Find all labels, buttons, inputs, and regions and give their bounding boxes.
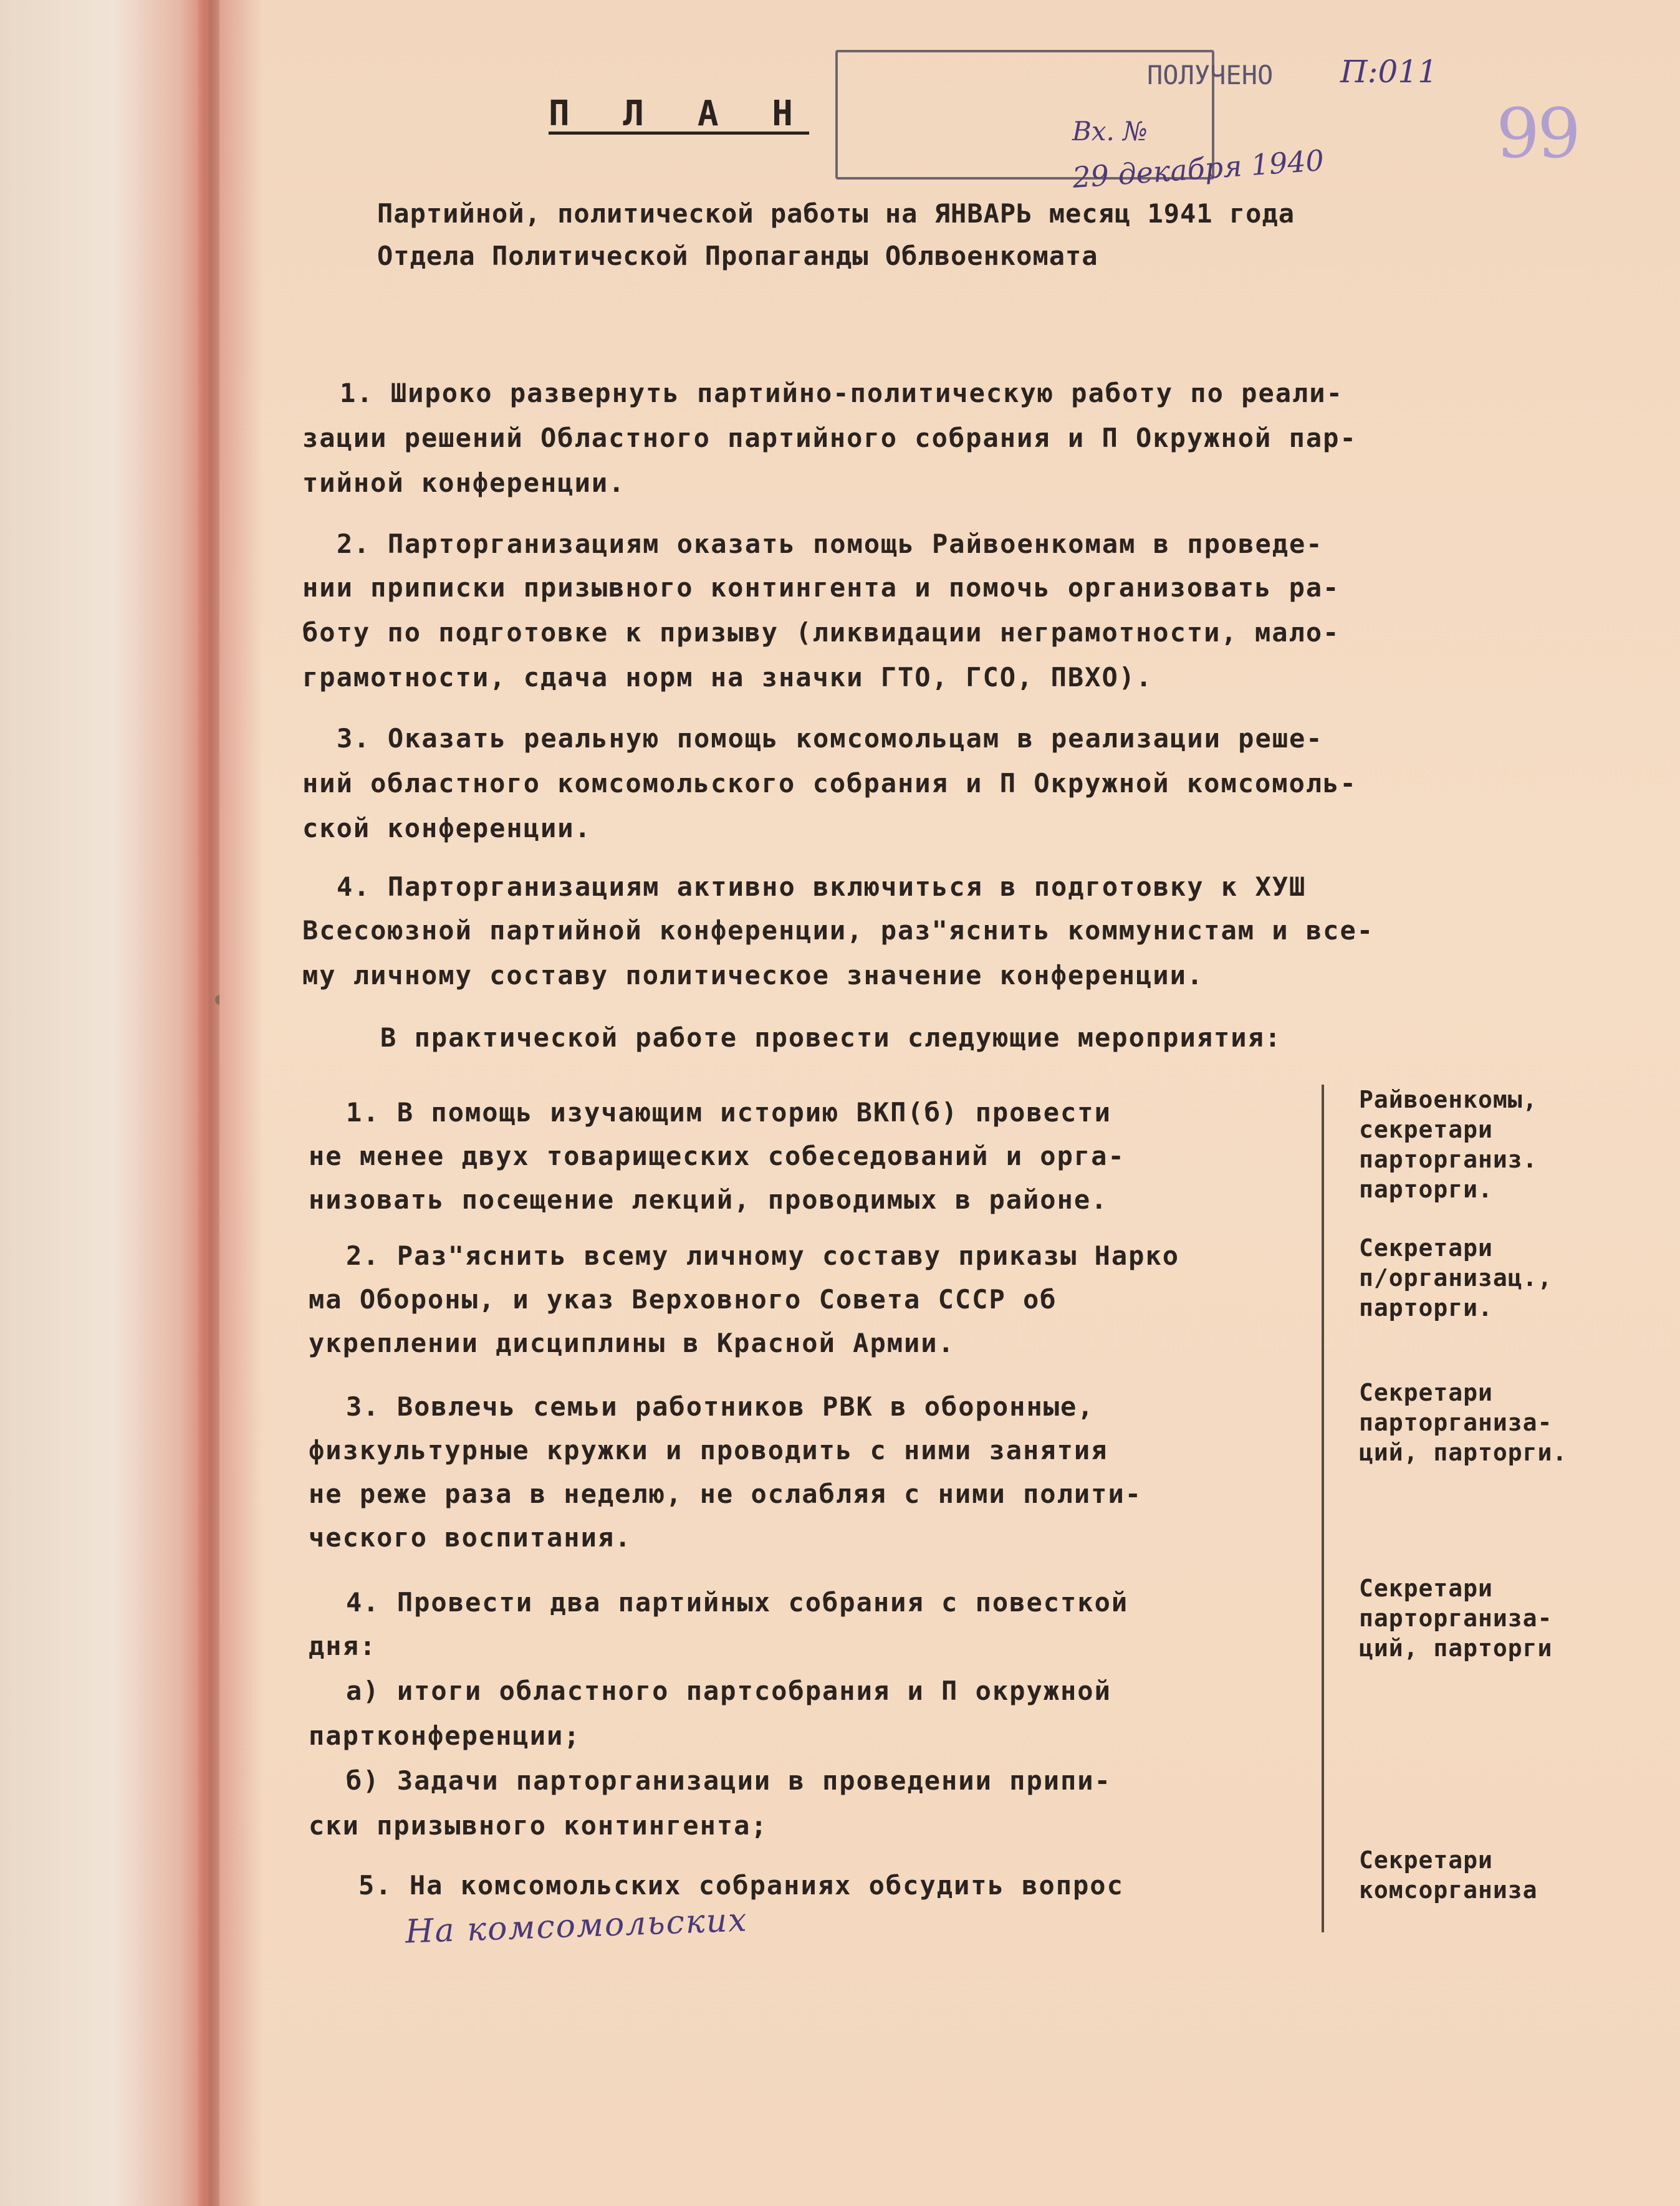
measure-4-line-4: партконференции;: [309, 1720, 581, 1751]
paragraph-4-line-2: Всесоюзной партийной конференции, раз"яснить коммунистам и все-: [302, 915, 1375, 946]
paragraph-4-line-1: 4. Парторганизациям активно включиться в подготовку к ХУШ: [337, 871, 1307, 902]
subtitle-line-1: Партийной, политической работы на ЯНВАРЬ месяц 1941 года: [377, 198, 1295, 229]
measure-3-responsible: Секретари парторганиза- ций, парторги.: [1359, 1379, 1568, 1466]
paragraph-2-line-3: боту по подготовке к призыву (ликвидации неграмотности, мало-: [302, 617, 1340, 648]
left-facing-page: [0, 0, 206, 2206]
paragraph-3-line-3: ской конференции.: [302, 813, 592, 843]
measures-intro: В практической работе провести следующие мероприятия:: [380, 1022, 1282, 1053]
measure-2-line-1: 2. Раз"яснить всему личному составу приказы Нарко: [346, 1240, 1180, 1271]
paragraph-4-line-3: му личному составу политическое значение конференции.: [302, 960, 1204, 990]
measure-1-responsible: Райвоенкомы, секретари парторганиз. парторги.: [1359, 1086, 1538, 1203]
paragraph-3-line-2: ний областного комсомольского собрания и П Окружной комсомоль-: [302, 768, 1357, 798]
stamp-date: 29 декабря 1940: [1071, 143, 1325, 195]
measure-4-line-6: ски призывного контингента;: [309, 1810, 768, 1841]
measure-3-line-2: физкультурные кружки и проводить с ними занятия: [309, 1435, 1108, 1465]
measure-1-line-2: не менее двух товарищеских собеседований и орга-: [309, 1141, 1125, 1171]
measure-3-line-3: не реже раза в неделю, не ослабляя с ними полити-: [309, 1479, 1143, 1509]
paragraph-1-line-1: 1. Широко развернуть партийно-политическую работу по реали-: [340, 378, 1343, 408]
measure-2-line-3: укреплении дисциплины в Красной Армии.: [309, 1328, 955, 1358]
measure-4-line-1: 4. Провести два партийных собрания с повесткой: [346, 1587, 1129, 1618]
measure-4-line-5: б) Задачи парторганизации в проведении припи-: [346, 1765, 1111, 1796]
column-divider: [1322, 1085, 1324, 1932]
measure-4-line-2: дня:: [309, 1631, 377, 1661]
measure-4-responsible: Секретари парторганиза- ций, парторги: [1359, 1575, 1553, 1662]
measure-3-line-1: 3. Вовлечь семьи работников РВК в оборонные,: [346, 1391, 1095, 1422]
stamp-number: П:011: [1340, 54, 1438, 90]
measure-2-line-2: ма Обороны, и указ Верховного Совета СССР об: [309, 1284, 1057, 1315]
stamp-incoming-label: Вх. №: [1072, 116, 1148, 146]
paragraph-1-line-3: тийной конференции.: [302, 468, 626, 498]
paragraph-2-line-4: грамотности, сдача норм на значки ГТО, ГСО, ПВХО).: [302, 662, 1153, 693]
paragraph-1-line-2: зации решений Областного партийного собрания и П Окружной пар-: [302, 423, 1357, 453]
measure-1-line-1: 1. В помощь изучающим историю ВКП(б) провести: [346, 1097, 1111, 1128]
folio-number: 99: [1496, 94, 1578, 173]
measure-4-line-3: а) итоги областного партсобрания и П окружной: [346, 1676, 1111, 1706]
subtitle-line-2: Отдела Политической Пропаганды Облвоенкомата: [377, 241, 1098, 271]
stamp-received-label: ПОЛУЧЕНО: [1147, 60, 1274, 90]
measure-1-line-3: низовать посещение лекций, проводимых в районе.: [309, 1184, 1108, 1215]
measure-5-responsible: Секретари комсорганиза: [1359, 1846, 1538, 1904]
paragraph-2-line-1: 2. Парторганизациям оказать помощь Райвоенкомам в проведе-: [337, 529, 1323, 559]
paragraph-2-line-2: нии приписки призывного контингента и помочь организовать ра-: [302, 572, 1340, 603]
measure-2-responsible: Секретари п/организац., парторги.: [1359, 1234, 1553, 1321]
document-title: П Л А Н: [549, 94, 810, 134]
handwritten-note: На комсомольских: [405, 1901, 749, 1951]
measure-5-line-1: 5. На комсомольских собраниях обсудить вопрос: [358, 1870, 1124, 1901]
paragraph-3-line-1: 3. Оказать реальную помощь комсомольцам в реализации реше-: [337, 723, 1323, 754]
measure-3-line-4: ческого воспитания.: [309, 1522, 632, 1553]
